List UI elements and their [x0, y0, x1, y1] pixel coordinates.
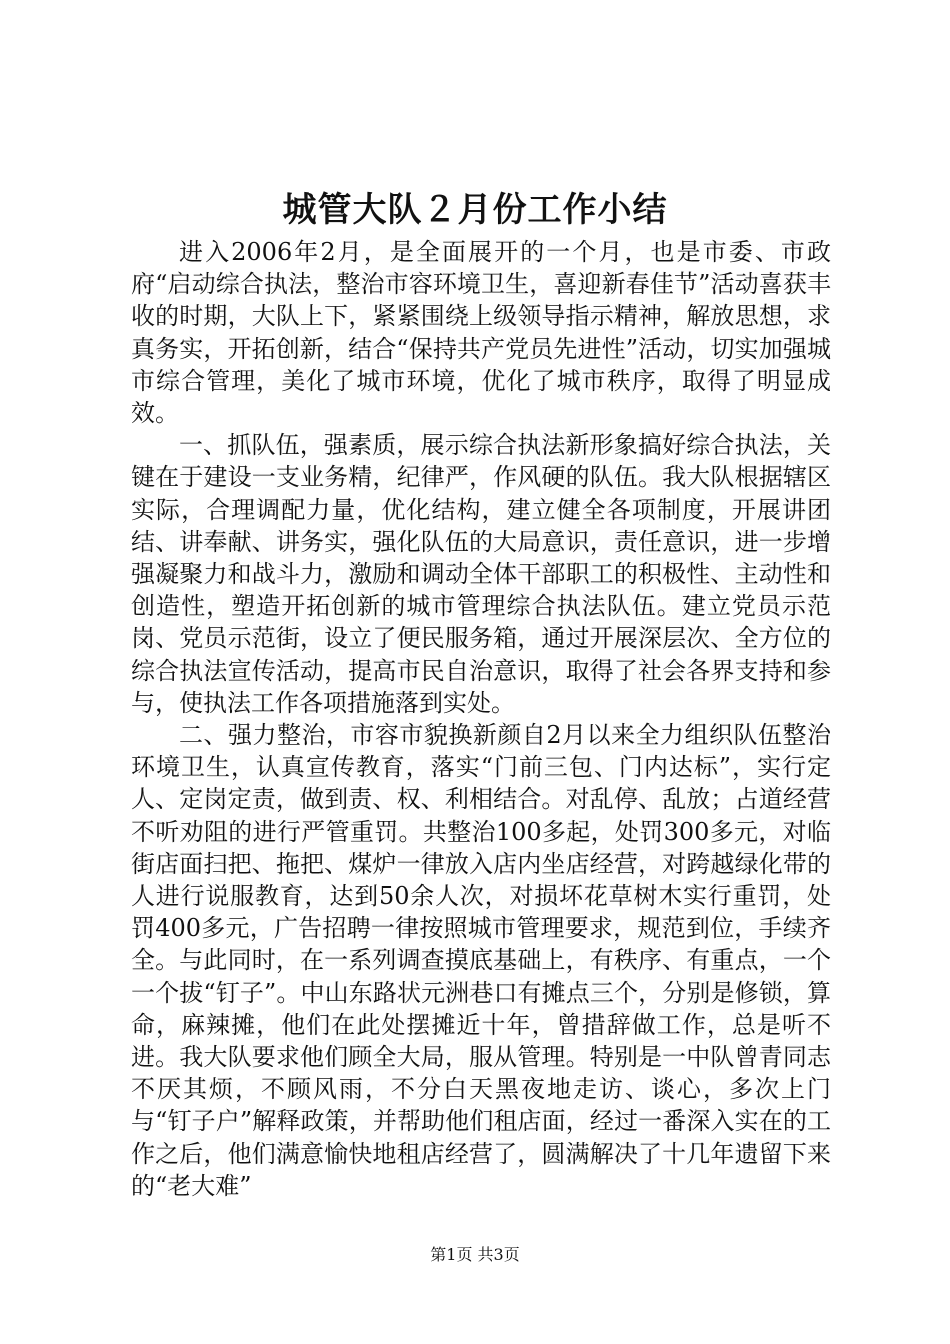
- paragraph-section-one: 一、抓队伍，强素质，展示综合执法新形象搞好综合执法，关键在于建设一支业务精，纪律严，作风硬的队伍。我大队根据辖区实际，合理调配力量，优化结构，建立健全各项制度，开展讲团结、讲奉献、讲务实，强化队伍的大局意识，责任意识，进一步增强凝聚力和战斗力，激励和调动全体干部职工的积极性、主动性和创造性，塑造开拓创新的城市管理综合执法队伍。建立党员示范岗、党员示范街，设立了便民服务箱，通过开展深层次、全方位的综合执法宣传活动，提高市民自治意识，取得了社会各界支持和参与，使执法工作各项措施落到实处。: [131, 431, 831, 717]
- paragraph-intro: 进入2006年2月，是全面展开的一个月，也是市委、市政府“启动综合执法，整治市容环境卫生，喜迎新春佳节”活动喜获丰收的时期，大队上下，紧紧围绕上级领导指示精神，解放思想，求真务实，开拓创新，结合“保持共产党员先进性”活动，切实加强城市综合管理，美化了城市环境，优化了城市秩序，取得了明显成效。: [131, 238, 831, 428]
- paragraph-section-two: 二、强力整治，市容市貌换新颜自2月以来全力组织队伍整治环境卫生，认真宣传教育，落实“门前三包、门内达标”，实行定人、定岗定责，做到责、权、利相结合。对乱停、乱放；占道经营不听劝阻的进行严管重罚。共整治100多起，处罚300多元，对临街店面扫把、拖把、煤炉一律放入店内坐店经营，对跨越绿化带的人进行说服教育，达到50余人次，对损坏花草树木实行重罚，处罚400多元，广告招聘一律按照城市管理要求，规范到位，手续齐全。与此同时，在一系列调查摸底基础上，有秩序、有重点，一个一个拔“钉子”。中山东路状元洲巷口有摊点三个，分别是修锁，算命，麻辣摊，他们在此处摆摊近十年，曾措辞做工作，总是听不进。我大队要求他们顾全大局，服从管理。特别是一中队曾青同志不厌其烦，不顾风雨，不分白天黑夜地走访、谈心，多次上门与“钉子户”解释政策，并帮助他们租店面，经过一番深入实在的工作之后，他们满意愉快地租店经营了，圆满解决了十几年遗留下来的“老大难”: [131, 721, 831, 1200]
- document-title: 城管大队２月份工作小结: [282, 190, 668, 230]
- document-body: [131, 236, 831, 1202]
- page-number-footer: 第1页 共3页: [430, 1245, 520, 1264]
